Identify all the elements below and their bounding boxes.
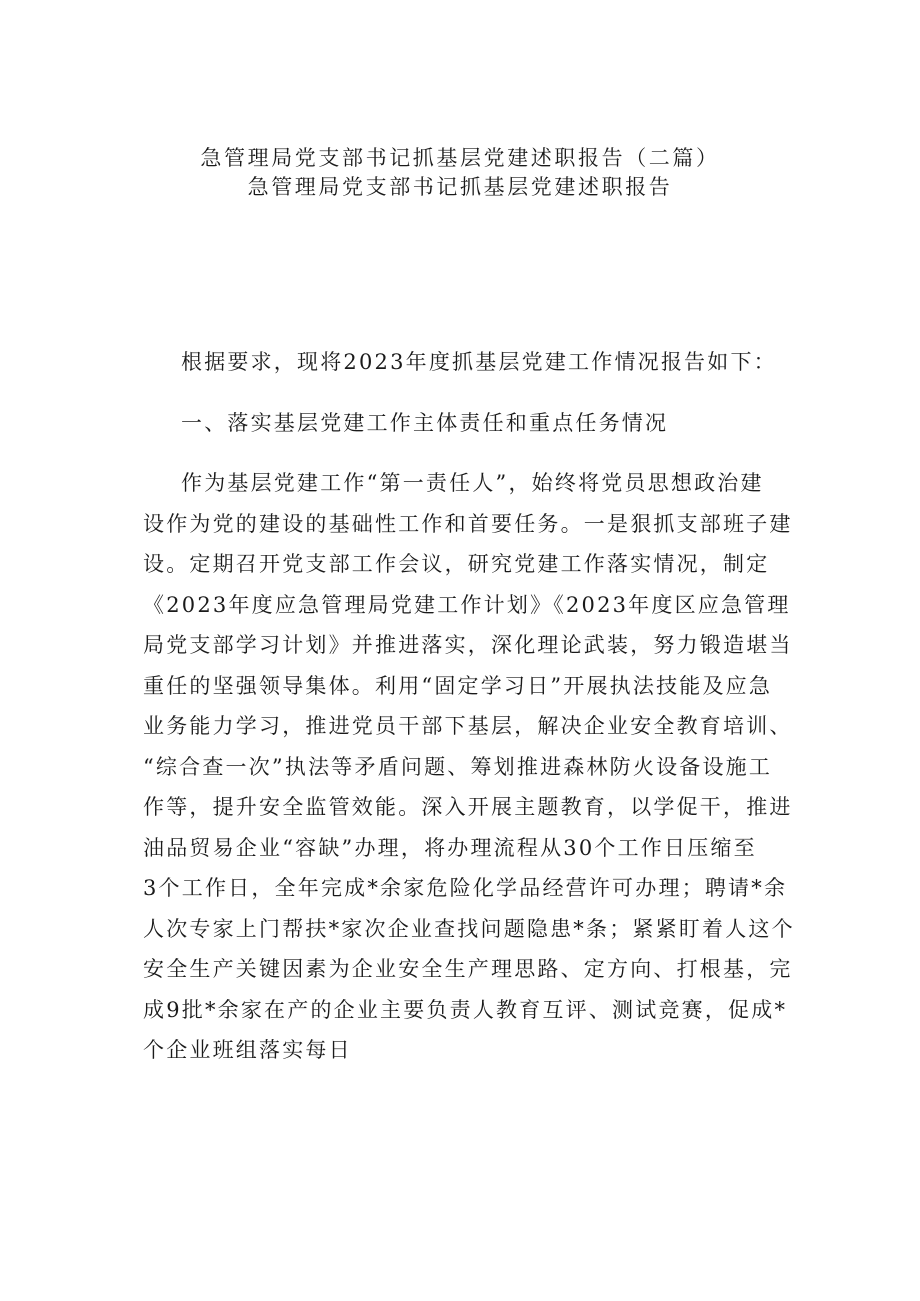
body-line: “综合查一次”执法等矛盾问题、筹划推进森林防火设备设施工 (143, 754, 773, 779)
body-line: 局党支部学习计划》并推进落实，深化理论武装，努力锻造堪当 (143, 633, 793, 657)
title-line-1: 急管理局党支部书记抓基层党建述职报告（二篇） (200, 146, 720, 170)
body-line: 业务能力学习，推进党员干部下基层，解决企业安全教育培训、 (143, 714, 793, 738)
body-line: 成9批*余家在产的企业主要负责人教育互评、测试竞赛，促成* (143, 997, 788, 1022)
body-line: 设作为党的建设的基础性工作和首要任务。一是狠抓支部班子建 (143, 511, 793, 536)
body-line: 3个工作日，全年完成*余家危险化学品经营许可办理；聘请*余 (143, 876, 788, 900)
body-line: 作为基层党建工作“第一责任人”，始终将党员思想政治建 (181, 471, 764, 495)
body-line: 安全生产关键因素为企业安全生产理思路、定方向、打根基，完 (143, 957, 793, 981)
title-line-2: 急管理局党支部书记抓基层党建述职报告 (247, 175, 673, 199)
body-line: 设。定期召开党支部工作会议，研究党建工作落实情况，制定 (143, 552, 770, 576)
body-line: 作等，提升安全监管效能。深入开展主题教育，以学促干，推进 (143, 795, 793, 819)
section-heading: 一、落实基层党建工作主体责任和重点任务情况 (181, 410, 669, 435)
body-line: 人次专家上门帮扶*家次企业查找问题隐患*条；紧紧盯着人这个 (143, 916, 795, 941)
document-body (143, 342, 795, 1091)
body-line: 重任的坚强领导集体。利用“固定学习日”开展执法技能及应急 (143, 673, 773, 698)
body-line: 个企业班组落实每日 (143, 1038, 352, 1062)
body-line: 油品贸易企业“容缺”办理，将办理流程从30个工作日压缩至 (143, 835, 757, 860)
document-title (0, 144, 920, 202)
body-paragraph (143, 463, 795, 1071)
body-line: 《2023年度应急管理局党建工作计划》《2023年度区应急管理 (143, 592, 791, 617)
intro-paragraph: 根据要求，现将2023年度抓基层党建工作情况报告如下： (181, 350, 777, 374)
